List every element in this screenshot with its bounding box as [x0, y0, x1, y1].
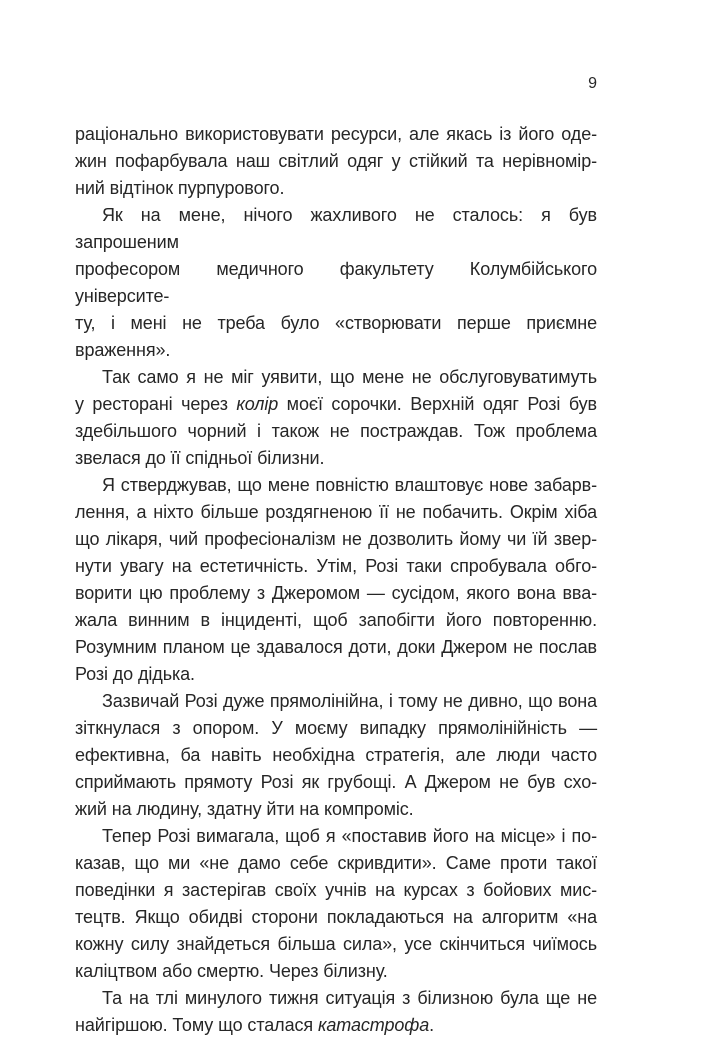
- text-line: [75, 634, 597, 661]
- regular-text: сприймають прямоту Розі як грубощі. А Джером не був схо-: [75, 772, 597, 792]
- regular-text: що лікаря, чий професіоналізм не дозволить йому чи їй звер-: [75, 529, 597, 549]
- regular-text: Розі до дідька.: [75, 664, 195, 684]
- regular-text: жала винним в інциденті, щоб запобігти його повторенню.: [75, 610, 597, 630]
- regular-text: Тепер Розі вимагала, щоб я «поставив його на місце» і по-: [102, 826, 597, 846]
- text-line: [75, 1012, 597, 1039]
- text-line: [75, 742, 597, 769]
- regular-text: Зазвичай Розі дуже прямолінійна, і тому не дивно, що вона: [102, 691, 597, 711]
- text-line: [75, 607, 597, 634]
- regular-text: ту, і мені не треба було «створювати перше приємне враження».: [75, 313, 597, 360]
- text-line: [75, 661, 597, 688]
- page-number: 9: [588, 75, 597, 92]
- regular-text: ефективна, ба навіть необхідна стратегія, але люди часто: [75, 745, 597, 765]
- text-line: [75, 256, 597, 310]
- text-line: [75, 445, 597, 472]
- regular-text: Так само я не міг уявити, що мене не обслуговуватимуть: [102, 367, 597, 387]
- text-line: [75, 877, 597, 904]
- text-line: [75, 553, 597, 580]
- regular-text: моєї сорочки. Верхній одяг Розі був: [278, 394, 597, 414]
- regular-text: тецтв. Якщо обидві сторони покладаються на алгоритм «на: [75, 907, 597, 927]
- regular-text: Та на тлі минулого тижня ситуація з білизною була ще не: [102, 988, 597, 1008]
- italic-text: колір: [236, 394, 279, 414]
- text-line: [75, 796, 597, 823]
- paragraph: [75, 364, 597, 472]
- text-line: [75, 175, 597, 202]
- text-line: [75, 850, 597, 877]
- text-line: [75, 688, 597, 715]
- paragraph: [75, 472, 597, 688]
- paragraph: [75, 202, 597, 364]
- regular-text: Я стверджував, що мене повністю влаштовує нове забарв-: [102, 475, 597, 495]
- text-line: [75, 202, 597, 256]
- text-line: [75, 148, 597, 175]
- paragraph: [75, 121, 597, 202]
- text-line: [75, 364, 597, 391]
- text-line: [75, 985, 597, 1012]
- regular-text: казав, що ми «не дамо себе скривдити». Саме проти такої: [75, 853, 597, 873]
- text-line: [75, 715, 597, 742]
- regular-text: здебільшого чорний і також не постраждав. Тож проблема: [75, 421, 597, 441]
- regular-text: Як на мене, нічого жахливого не сталось: я був запрошеним: [75, 205, 597, 252]
- regular-text: .: [429, 1015, 435, 1035]
- regular-text: у ресторані через: [75, 394, 237, 414]
- text-line: [75, 580, 597, 607]
- paragraph: [75, 823, 597, 985]
- regular-text: каліцтвом або смертю. Через білизну.: [75, 961, 388, 981]
- text-line: [75, 391, 597, 418]
- regular-text: зіткнулася з опором. У моєму випадку прямолінійність —: [75, 718, 597, 738]
- text-line: [75, 418, 597, 445]
- text-line: [75, 958, 597, 985]
- paragraph: [75, 985, 597, 1039]
- regular-text: поведінки я застерігав своїх учнів на курсах з бойових мис-: [75, 880, 597, 900]
- text-line: [75, 472, 597, 499]
- regular-text: професором медичного факультету Колумбійського університе-: [75, 259, 597, 306]
- text-line: [75, 526, 597, 553]
- regular-text: лення, а ніхто більше роздягненою її не побачить. Окрім хіба: [75, 502, 597, 522]
- regular-text: звелася до її спідньої білизни.: [75, 448, 325, 468]
- regular-text: жий на людину, здатну йти на компроміс.: [75, 799, 414, 819]
- paragraph: [75, 688, 597, 823]
- regular-text: кожну силу знайдеться більша сила», усе скінчиться чиїмось: [75, 934, 597, 954]
- text-line: [75, 823, 597, 850]
- text-line: [75, 931, 597, 958]
- regular-text: нути увагу на естетичність. Утім, Розі таки спробувала обго-: [75, 556, 597, 576]
- text-line: [75, 310, 597, 364]
- regular-text: найгіршою. Тому що сталася: [75, 1015, 318, 1035]
- regular-text: ворити цю проблему з Джеромом — сусідом, якого вона вва-: [75, 583, 597, 603]
- page-text: [75, 121, 597, 1039]
- text-line: [75, 904, 597, 931]
- regular-text: ний відтінок пурпурового.: [75, 178, 285, 198]
- text-line: [75, 769, 597, 796]
- regular-text: жин пофарбувала наш світлий одяг у стійкий та нерівномір-: [75, 151, 597, 171]
- regular-text: раціонально використовувати ресурси, але якась із його оде-: [75, 124, 597, 144]
- text-line: [75, 121, 597, 148]
- italic-text: катастрофа: [317, 1015, 430, 1035]
- text-line: [75, 499, 597, 526]
- regular-text: Розумним планом це здавалося доти, доки Джером не послав: [75, 637, 597, 657]
